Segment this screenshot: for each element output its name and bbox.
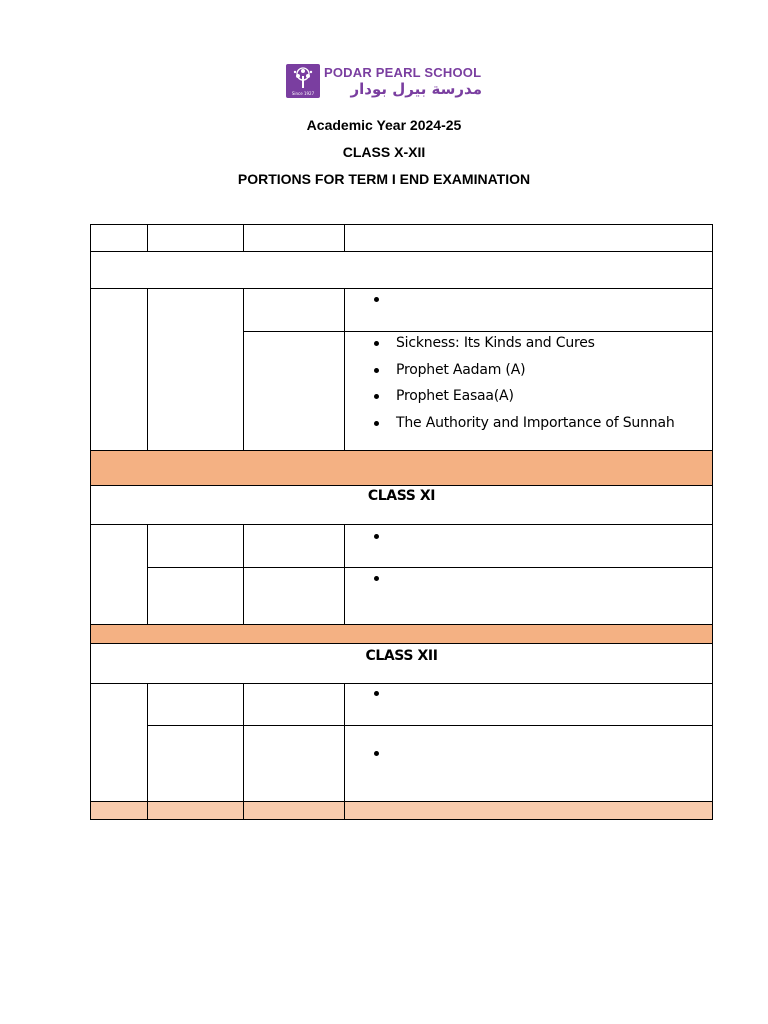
table-cell — [90, 524, 148, 625]
table-cell — [147, 567, 244, 625]
school-logo — [286, 64, 486, 100]
table-cell — [344, 683, 713, 726]
table-cell — [147, 725, 244, 802]
tree-emblem-icon — [286, 64, 320, 98]
section-divider-band — [90, 624, 713, 644]
table-cell — [243, 683, 345, 726]
table-cell — [344, 288, 713, 332]
table-cell — [243, 524, 345, 568]
table-footer-cell — [243, 801, 345, 820]
table-header-cell — [243, 224, 345, 252]
section-divider-band — [90, 450, 713, 486]
list-item: Sickness: Its Kinds and Cures — [345, 332, 675, 359]
logo-arabic-name: مدرسة بيرل بودار — [350, 80, 482, 98]
table-footer-cell — [90, 801, 148, 820]
class-xii-label: CLASS XII — [365, 648, 438, 664]
table-header-cell — [90, 224, 148, 252]
logo-school-name: PODAR PEARL SCHOOL — [324, 65, 482, 80]
class-xii-label-row — [90, 643, 713, 684]
table-cell — [243, 331, 345, 451]
table-cell — [90, 288, 148, 451]
logo-since: Since 1927 — [291, 91, 315, 96]
bullet-icon — [374, 297, 379, 302]
table-cell — [344, 524, 713, 568]
table-cell — [344, 725, 713, 802]
table-footer-cell — [344, 801, 713, 820]
table-cell — [90, 683, 148, 802]
class-xi-label: CLASS XI — [367, 488, 436, 504]
portions-table — [90, 224, 713, 820]
table-cell — [147, 683, 244, 726]
topic-list — [345, 332, 675, 438]
bullet-icon — [374, 534, 379, 539]
table-footer-cell — [147, 801, 244, 820]
list-item: Prophet Easaa(A) — [345, 385, 675, 412]
class-range-heading: CLASS X-XII — [342, 144, 426, 160]
academic-year-heading: Academic Year 2024-25 — [306, 117, 462, 133]
document-title: PORTIONS FOR TERM I END EXAMINATION — [237, 171, 531, 187]
list-item: Prophet Aadam (A) — [345, 359, 675, 386]
class-xi-label-row — [90, 485, 713, 525]
list-item: The Authority and Importance of Sunnah — [345, 412, 675, 439]
bullet-icon — [374, 751, 379, 756]
table-cell — [243, 725, 345, 802]
table-header-cell — [147, 224, 244, 252]
table-cell — [344, 567, 713, 625]
table-cell — [147, 524, 244, 568]
class-x-label-row — [90, 251, 713, 289]
bullet-icon — [374, 576, 379, 581]
table-cell — [243, 567, 345, 625]
table-cell — [243, 288, 345, 332]
table-cell — [147, 288, 244, 451]
bullet-icon — [374, 691, 379, 696]
table-header-cell — [344, 224, 713, 252]
class-x-topics-cell — [344, 331, 713, 451]
